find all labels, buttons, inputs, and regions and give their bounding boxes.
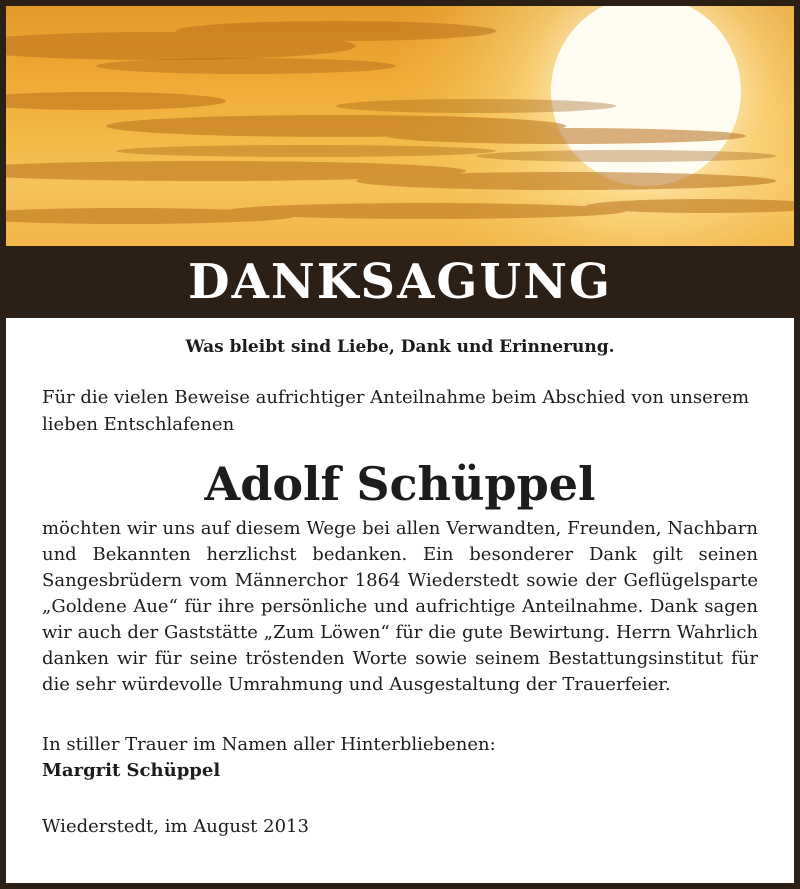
signer-name: Margrit Schüppel (42, 760, 221, 781)
page-title: DANKSAGUNG (6, 246, 794, 318)
body-text: möchten wir uns auf diesem Wege bei allen Verwandten, Freunden, Nachbarn und Bekannten herzlichst bedanken. Ein besonderer Dank gilt seinen Sangesbrüdern vom Männerchor 1864 Wiederstedt sowie der Geflügelsparte „Goldene Aue“ für ihre persönliche und aufrichtige Anteilnahme. Dank sagen wir auch der Gaststätte „Zum Löwen“ für die gute Bewirtung. Herrn Wahrlich danken wir für seine tröstenden Worte sowie seinem Bestattungsinstitut für die sehr würdevolle Umrahmung und Ausgestaltung der Trauerfeier. (42, 518, 758, 695)
sunset-illustration (6, 6, 794, 246)
sunset-sky-image (6, 6, 794, 246)
closing-line: In stiller Trauer im Namen aller Hinterbliebenen: (42, 734, 496, 755)
tagline: Was bleibt sind Liebe, Dank und Erinnerung. (185, 337, 615, 357)
place-date: Wiederstedt, im August 2013 (42, 816, 309, 837)
intro-text: Für die vielen Beweise aufrichtiger Anteilnahme beim Abschied von unserem lieben Entschlafenen (42, 387, 750, 435)
notice-body (42, 318, 758, 840)
deceased-name: Adolf Schüppel (204, 457, 596, 511)
